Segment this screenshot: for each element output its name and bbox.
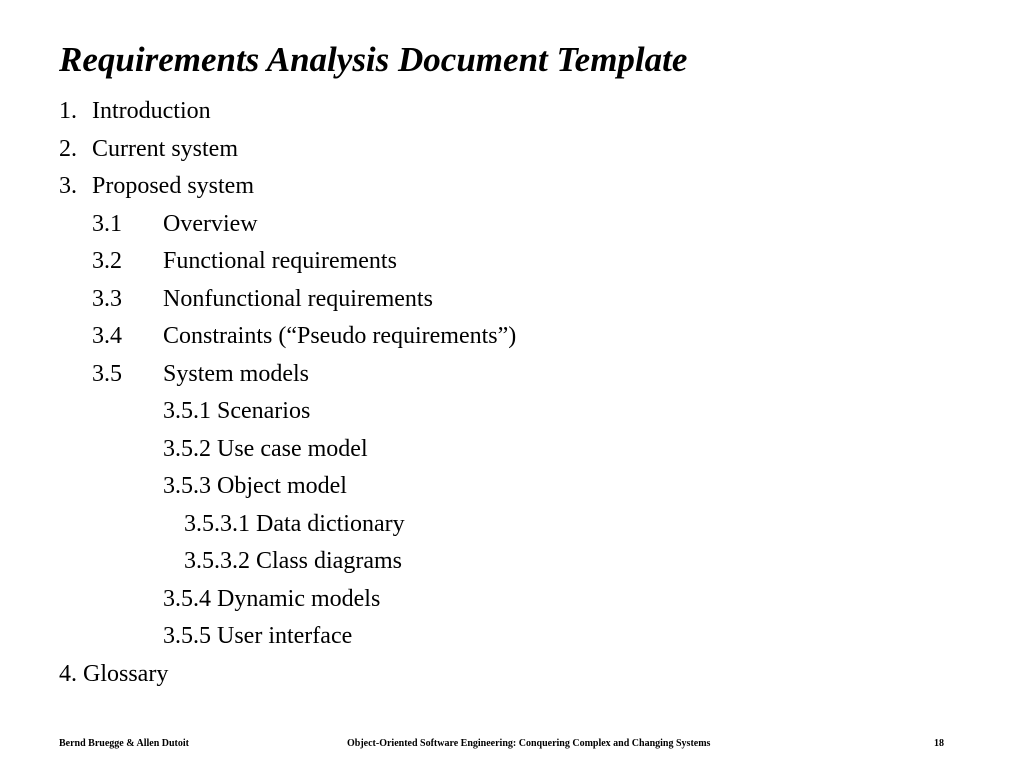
outline-item-proposed-system <box>0 168 1024 206</box>
footer-book-title: Object-Oriented Software Engineering: Conquering Complex and Changing Systems <box>347 738 711 749</box>
outline-item-text: 3.5.2 Use case model <box>163 435 368 462</box>
outline-item-number: 2. <box>59 135 77 162</box>
outline-list <box>0 93 1024 693</box>
outline-item-use-case-model <box>0 431 1024 469</box>
outline-item-current-system <box>0 131 1024 169</box>
outline-item-number: 3.1 <box>92 210 122 237</box>
outline-item-text: 3.5.3.1 Data dictionary <box>184 510 405 537</box>
outline-item-object-model <box>0 468 1024 506</box>
footer-authors: Bernd Bruegge & Allen Dutoit <box>59 738 189 749</box>
outline-item-number: 3.5 <box>92 360 122 387</box>
outline-item-glossary <box>0 656 1024 694</box>
outline-item-text: 3.5.1 Scenarios <box>163 398 311 424</box>
outline-item-scenarios <box>0 393 1024 431</box>
outline-item-user-interface <box>0 618 1024 656</box>
outline-item-class-diagrams <box>0 543 1024 581</box>
outline-item-text: System models <box>163 360 310 387</box>
footer-page-number: 18 <box>934 738 944 749</box>
outline-item-constraints <box>0 318 1024 356</box>
outline-item-data-dictionary <box>0 506 1024 544</box>
outline-item-text: Proposed system <box>92 173 254 199</box>
outline-item-introduction <box>0 93 1024 131</box>
outline-item-system-models <box>0 356 1024 394</box>
outline-item-text: Functional requirements <box>163 248 397 274</box>
outline-item-text: 3.5.5 User interface <box>163 623 353 649</box>
outline-item-text: 3.5.3 Object model <box>163 473 347 499</box>
outline-item-text: Nonfunctional requirements <box>163 285 433 312</box>
outline-item-text: 3.5.4 Dynamic models <box>163 585 381 612</box>
outline-item-number: 3. <box>59 173 77 199</box>
outline-item-text: Constraints (“Pseudo requirements”) <box>163 323 517 349</box>
outline-item-dynamic-models <box>0 581 1024 619</box>
outline-item-overview <box>0 206 1024 244</box>
outline-item-text: Overview <box>163 210 258 237</box>
slide-title: Requirements Analysis Document Template <box>59 40 688 79</box>
outline-item-nonfunctional-requirements <box>0 281 1024 319</box>
outline-item-functional-requirements <box>0 243 1024 281</box>
outline-item-number: 1. <box>59 98 77 124</box>
outline-item-number: 3.4 <box>92 323 122 349</box>
outline-item-text: Introduction <box>92 98 211 124</box>
outline-item-number: 3.2 <box>92 248 122 274</box>
outline-item-number: 3.3 <box>92 285 122 312</box>
outline-item-text: 4. Glossary <box>59 660 169 687</box>
outline-item-text: 3.5.3.2 Class diagrams <box>184 548 402 574</box>
outline-item-text: Current system <box>92 135 238 162</box>
